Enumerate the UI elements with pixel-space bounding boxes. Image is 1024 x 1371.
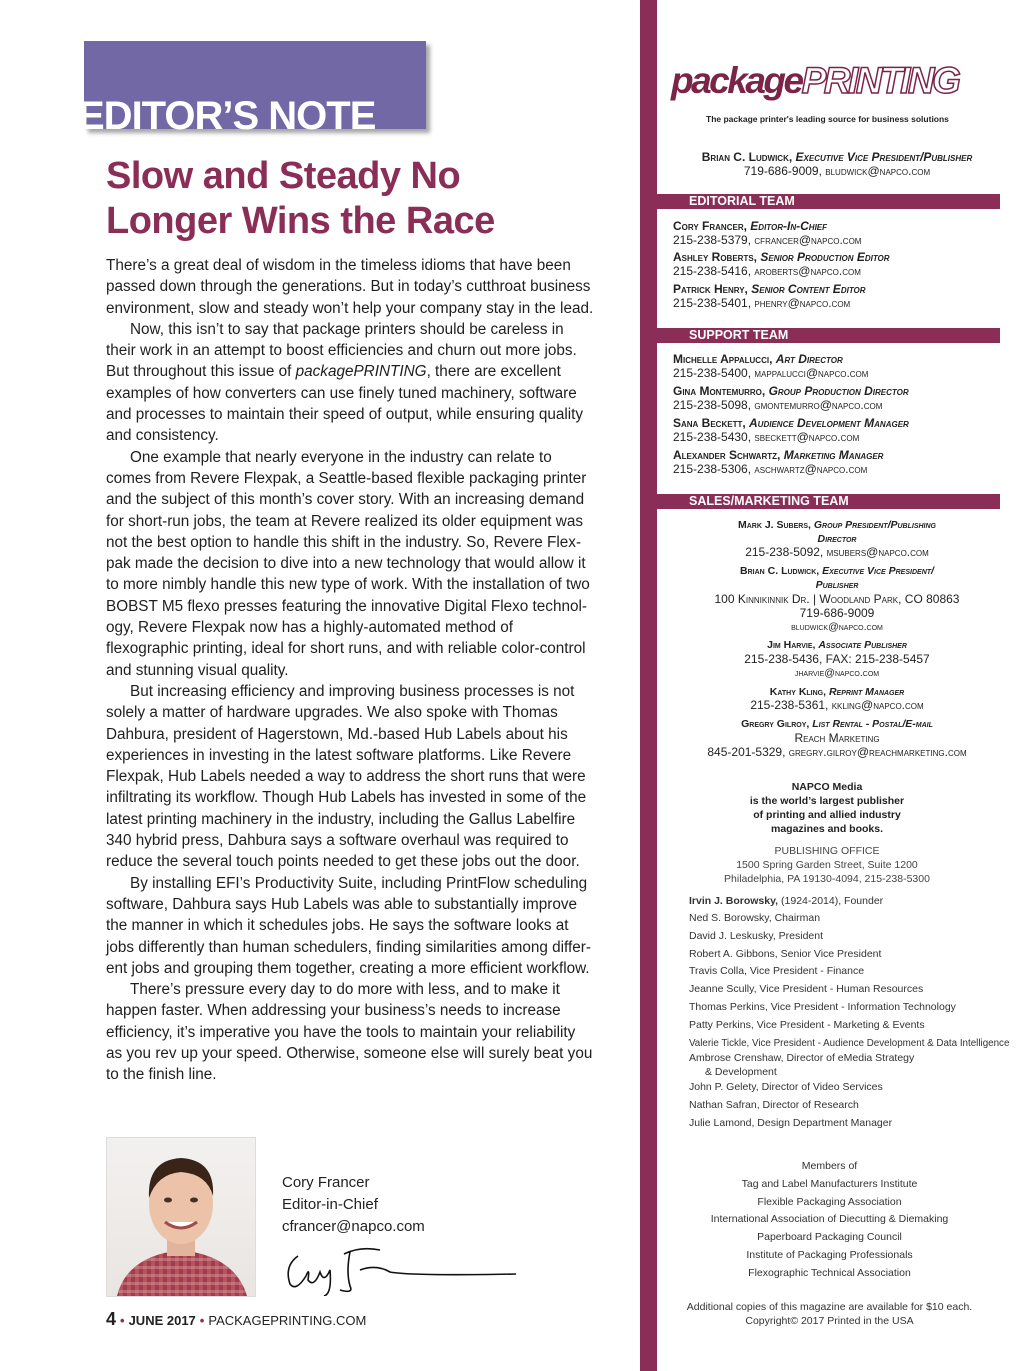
team-member: Brian C. Ludwick, Executive Vice President/ bbox=[740, 565, 934, 577]
magazine-logo: packagePRINTING bbox=[671, 60, 959, 101]
team-member-contact: 215-238-5401, phenry@napco.com bbox=[673, 296, 851, 310]
staff-line: John P. Gelety, Director of Video Services bbox=[689, 1081, 883, 1094]
publishing-office-label: PUBLISHING OFFICE bbox=[774, 845, 880, 857]
staff-line: Robert A. Gibbons, Senior Vice President bbox=[689, 947, 882, 960]
team-member-contact: 215-238-5436, FAX: 215-238-5457 bbox=[744, 652, 930, 666]
support-team-heading: SUPPORT TEAM bbox=[657, 328, 1000, 343]
article-headline: Slow and Steady No Longer Wins the Race bbox=[106, 155, 495, 242]
team-member-contact: 215-238-5379, cfrancer@napco.com bbox=[673, 233, 862, 247]
handwritten-signature bbox=[280, 1236, 520, 1296]
team-member-address: 100 Kinnikinnik Dr. | Woodland Park, CO 80863 bbox=[714, 592, 960, 606]
article-body bbox=[106, 255, 594, 1086]
publisher-line: Brian C. Ludwick, Executive Vice President/Publisher bbox=[701, 150, 973, 164]
office-address-line: 1500 Spring Garden Street, Suite 1200 bbox=[736, 859, 918, 871]
page-number: 4 bbox=[106, 1309, 117, 1329]
paragraph: There’s pressure every day to do more with less, and to make it happen faster. When addressing your business’s needs to increase efficiency, it’s imperative you have the tools to maintain your reliability as you rev up your speed. Otherwise, someone else will surely beat you to the finish line. bbox=[106, 981, 593, 1084]
paragraph: By installing EFI’s Productivity Suite, including PrintFlow scheduling software, Dahbura says Hub Labels was able to substantially improve the manner in which it schedules jobs. He says the software looks at jobs differently than human schedulers, finding similarities among different jobs and grouping them together, creating a more efficient workflow. bbox=[106, 874, 591, 977]
team-member: Mark J. Subers, Group President/Publishing bbox=[738, 519, 936, 531]
team-member-contact: 215-238-5361, kkling@napco.com bbox=[750, 698, 924, 712]
staff-line: Julie Lamond, Design Department Manager bbox=[689, 1116, 893, 1129]
team-member-contact: 845-201-5329, gregry.gilroy@reachmarketing.com bbox=[707, 745, 967, 759]
team-member: Gina Montemurro, Group Production Director bbox=[673, 384, 909, 398]
napco-statement: NAPCO Media is the world’s largest publisher of printing and allied industry magazines and books. bbox=[749, 781, 905, 835]
team-member: Gregry Gilroy, List Rental - Postal/E-mail bbox=[741, 718, 933, 730]
membership-item: Paperboard Packaging Council bbox=[757, 1231, 902, 1244]
bullet-separator: • bbox=[120, 1313, 125, 1328]
staff-line: & Development bbox=[705, 1066, 777, 1079]
signature-title: Editor-in-Chief bbox=[282, 1196, 378, 1213]
staff-line: David J. Leskusky, President bbox=[689, 929, 824, 942]
masthead-side-bar bbox=[640, 0, 657, 1371]
staff-line: Nathan Safran, Director of Research bbox=[689, 1099, 859, 1112]
team-member-contact: 215-238-5430, sbeckett@napco.com bbox=[673, 430, 860, 444]
section-title: EDITOR’S NOTE bbox=[78, 94, 376, 138]
team-member-email: bludwick@napco.com bbox=[791, 621, 883, 633]
author-portrait-illustration bbox=[107, 1138, 255, 1296]
membership-item: International Association of Diecutting & Diemaking bbox=[710, 1213, 949, 1226]
staff-line: Thomas Perkins, Vice President - Information Technology bbox=[689, 1000, 956, 1013]
team-member-phone: 719-686-9009 bbox=[799, 606, 875, 620]
founder-line: Irvin J. Borowsky, (1924-2014), Founder bbox=[689, 895, 884, 907]
membership-item: Flexible Packaging Association bbox=[757, 1195, 902, 1208]
napco-staff-list bbox=[689, 910, 1009, 1133]
sales-team-heading: SALES/MARKETING TEAM bbox=[657, 494, 1000, 509]
team-member: Sana Beckett, Audience Development Manager bbox=[673, 416, 909, 430]
logo-tagline: The package printer's leading source for business solutions bbox=[706, 114, 949, 124]
team-member: Alexander Schwartz, Marketing Manager bbox=[673, 448, 884, 462]
team-member-contact: 215-238-5416, aroberts@napco.com bbox=[673, 264, 861, 278]
signature-email: cfrancer@napco.com bbox=[282, 1218, 425, 1235]
team-member-email: jharvie@napco.com bbox=[794, 667, 880, 679]
paragraph: There’s a great deal of wisdom in the timeless idioms that have been passed down through the generations. But in today’s cutthroat business environment, slow and steady won’t help your company stay in the lead. bbox=[106, 257, 594, 317]
membership-item: Tag and Label Manufacturers Institute bbox=[741, 1177, 918, 1190]
team-member: Kathy Kling, Reprint Manager bbox=[769, 686, 905, 698]
team-member: Ashley Roberts, Senior Production Editor bbox=[673, 250, 890, 264]
staff-line: Ned S. Borowsky, Chairman bbox=[689, 912, 821, 924]
staff-line: Valerie Tickle, Vice President - Audience Development & Data Intelligence bbox=[689, 1037, 1010, 1049]
staff-line: Travis Colla, Vice President - Finance bbox=[689, 965, 865, 978]
team-member: Michelle Appalucci, Art Director bbox=[673, 352, 843, 366]
membership-item: Institute of Packaging Professionals bbox=[746, 1248, 913, 1261]
team-member: Cory Francer, Editor-In-Chief bbox=[673, 219, 828, 233]
team-member-contact: 215-238-5306, aschwartz@napco.com bbox=[673, 462, 868, 476]
publisher-contact: 719-686-9009, bludwick@napco.com bbox=[743, 164, 931, 178]
author-photo bbox=[106, 1137, 256, 1297]
page-footer bbox=[106, 1311, 366, 1329]
team-member-role: Publisher bbox=[815, 579, 859, 591]
copyright-note: Copyright© 2017 Printed in the USA bbox=[745, 1315, 914, 1327]
team-member: Jim Harvie, Associate Publisher bbox=[767, 639, 907, 651]
staff-line: Ambrose Crenshaw, Director of eMedia Strategy bbox=[689, 1052, 915, 1065]
signature-name: Cory Francer bbox=[282, 1174, 370, 1191]
staff-line: Patty Perkins, Vice President - Marketing & Events bbox=[689, 1018, 925, 1031]
staff-line: Jeanne Scully, Vice President - Human Resources bbox=[689, 983, 924, 996]
bullet-separator: • bbox=[199, 1313, 205, 1328]
editorial-team-heading: EDITORIAL TEAM bbox=[657, 194, 1000, 209]
team-member: Patrick Henry, Senior Content Editor bbox=[673, 282, 866, 296]
paragraph: One example that nearly everyone in the industry can relate to comes from Revere Flexpak, a Seattle-based flexible packaging printer and the subject of this month’s cover story. With an increasing demand for short-run jobs, the team at Revere realized its older equipment was not the best option to handle this shift in the industry. So, Revere Flexpak made the decision to dive into a new technology that would allow it to more nimbly handle this new type of work. With the installation of two BOBST M5 flexo presses featuring the innovative Digital Flexo technology, Revere Flexpak now has a highly-automated method of flexographic printing, ideal for short runs, and with reliable color-control and stunning visual quality. bbox=[106, 448, 590, 679]
copies-note: Additional copies of this magazine are available for $10 each. bbox=[686, 1301, 973, 1313]
team-member-contact: 215-238-5092, msubers@napco.com bbox=[745, 545, 929, 559]
membership-item: Flexographic Technical Association bbox=[748, 1266, 911, 1279]
team-member-role: Director bbox=[817, 533, 857, 545]
site-url: PACKAGEPRINTING.COM bbox=[208, 1313, 367, 1328]
memberships: Members of Tag and Label Manufacturers Institute Flexible Packaging Association International Association of Diecutting & Diemaking Paperboard Packaging Council Institute of Packaging Professionals Flexographic Technical Association bbox=[657, 1158, 1002, 1283]
paragraph: But increasing efficiency and improving business processes is not solely a matter of hardware upgrades. We also spoke with Thomas Dahbura, president of Hagerstown, Md.-based Hub Labels about his experiences in investing in the latest software platforms. Like Revere Flexpak, Hub Labels needed a way to address the short runs that were infiltrating its workflow. Though Hub Labels has invested in some of the latest printing machinery in the industry, including the Gallus Labelfire 340 hybrid press, Dahbura says a software overhaul was required to reduce the several touch points needed to get these jobs out the door. bbox=[106, 682, 587, 871]
team-member-contact: 215-238-5098, gmontemurro@napco.com bbox=[673, 398, 883, 412]
team-member-company: Reach Marketing bbox=[794, 731, 880, 745]
office-address-line: Philadelphia, PA 19130-4094, 215-238-5300 bbox=[724, 873, 930, 885]
issue-date: JUNE 2017 bbox=[128, 1313, 196, 1328]
paragraph: Now, this isn’t to say that package printers should be careless in their work in an attempt to boost efficiencies and churn out more jobs. But throughout this issue of packagePRINTING, there are excellent examples of how converters can use finely tuned machinery, software and processes to maintain their speed of output, while ensuring quality and consistency. bbox=[106, 320, 584, 445]
team-member-contact: 215-238-5400, mappalucci@napco.com bbox=[673, 366, 869, 380]
